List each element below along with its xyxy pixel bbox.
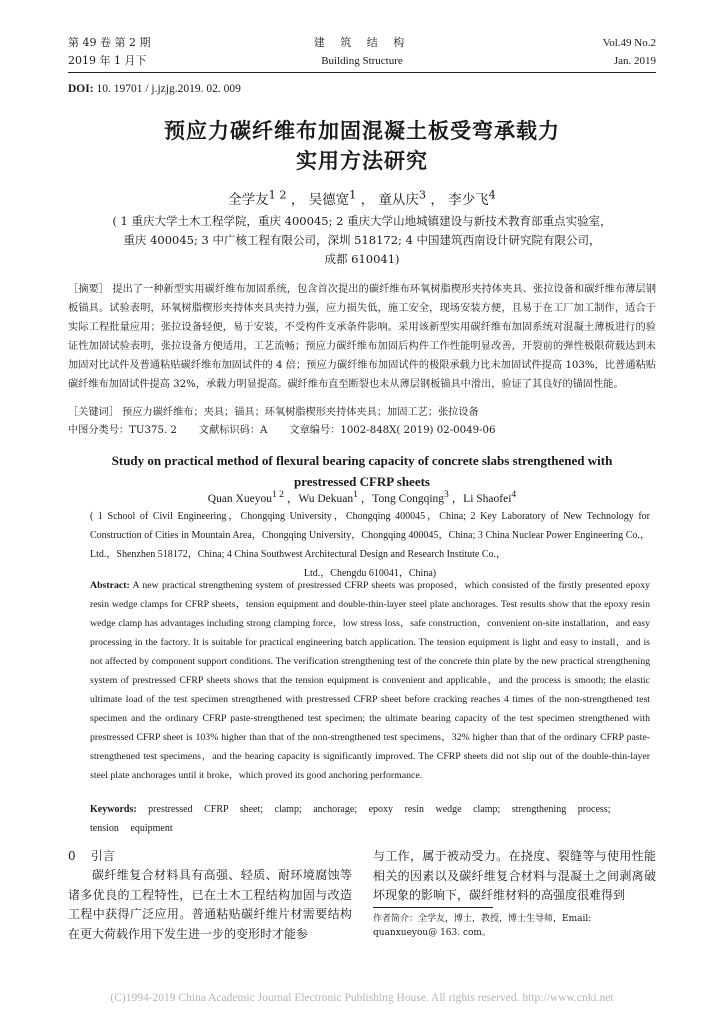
document-code: 文献标识码：A [198, 425, 268, 436]
section-heading-introduction [68, 847, 115, 864]
abstract-en-text: A new practical strengthening system of prestressed CFRP sheets was proposed，which consisted of the firstly presented epoxy resin wedge clamps for CFRP sheets，tension equipment and double-thin-layer steel plate anchorages. Test results show that the epoxy resin wedge clamp has advantages including strong clamping force，low stress loss，safe construction，convenient on-site installation，and easy processing in the factory. It is suitable for practical engineering batch application. The tension equipment is light and easy to install，and is not affected by component support conditions. The verification strengthening test of the concrete thin plate by the new practical strengthening system of prestressed CFRP sheets shows that the tension equipment is convenient and applicable，and the process is smooth; the elastic ultimate load of the test specimen strengthened with prestressed CFRP sheet before cracking reaches 4 times of the non-strengthened test specimen and the ordinary CFRP paste-strengthened test specimen; the ultimate bearing capacity of the test specimen strengthened with prestressed CFRP sheet is 103% higher than that of the non-strengthened test specimens，32% higher than that of the ordinary CFRP paste-strengthened test specimens，and the bearing capacity is significantly improved. The CFRP sheets did not slip out of the double-thin-layer steel plate anchorages until it broke，which proved its good anchoring performance. [90, 580, 650, 781]
body-text-left-column: 碳纤维复合材料具有高强、轻质、耐环境腐蚀等诸多优良的工程特性，已在土木工程结构加固与改造工程中获得广泛应用。普通粘贴碳纤维片材需要结构在更大荷载作用下发生进一步的变形时才能参 [68, 868, 352, 941]
authors-cn: 全学友$^{1 2}$ ， 吴德宽$^1$ ， 童从庆$^3$ ， 李少飞$^4$ [228, 188, 496, 208]
header-volume-en: Vol.49 No.2 [602, 37, 656, 49]
abstract-cn [68, 280, 656, 394]
header-volume-cn: 第 49 卷 第 2 期 [68, 36, 151, 49]
header-journal-en: Building Structure [321, 55, 403, 67]
header-date-cn: 2019 年 1 月下 [68, 54, 147, 67]
keywords-cn-text: 预应力碳纤维布；夹具；锚具；环氧树脂楔形夹持体夹具；加固工艺；张拉设备 [118, 407, 479, 418]
clc-number: 中图分类号：TU375. 2 [68, 425, 177, 436]
paper-title-cn: 预应力碳纤维布加固混凝土板受弯承载力 实用方法研究 [164, 118, 560, 173]
authors-en: Quan Xueyou$^{1 2}$ ，Wu Dekuan$^1$ ，Tong Congqing$^3$ ，Li Shaofei$^4$ [207, 489, 517, 505]
abstract-cn-label: ［摘要］ [68, 284, 110, 295]
copyright-footer: (C)1994-2019 China Academic Journal Electronic Publishing House. All rights reserved. http://www.cnki.net [110, 992, 614, 1004]
keywords-en-label: Keywords: [90, 804, 137, 815]
body-text-right-column: 与工作，属于被动受力。在挠度、裂缝等与使用性能相关的因素以及碳纤维复合材料与混凝土之间剥离破坏现象的影响下，碳纤维材料的高强度很难得到 [373, 849, 656, 902]
article-number: 文章编号：1002-848X( 2019) 02-0049-06 [289, 425, 496, 436]
abstract-en [90, 576, 650, 785]
doi-line [68, 83, 241, 95]
running-header [68, 34, 656, 74]
header-rule [68, 72, 656, 73]
section-number: 0 [68, 849, 76, 863]
doi-value: 10. 19701 / j.jzjg.2019. 02. 009 [93, 83, 241, 95]
author-footnote: 作者简介：全学友，博士，教授，博士生导师，Email: quanxueyou@ 163. com。 [373, 914, 592, 938]
paper-title-en: Study on practical method of flexural bearing capacity of concrete slabs strengthened with prestressed CFRP sheets [111, 453, 613, 489]
affiliations-en: ( 1 School of Civil Engineering，Chongqing University，Chongqing 400045，China; 2 Key Laboratory of New Technology for Construction of Cities in Mountain Area，Chongqing University，Chongqing 400045，China; 3 China Nuclear Power Engineering Co.，Ltd.，Shenzhen 518172，China; 4 China Southwest Architectural Design and Research Institute Co.， Ltd.，Chengdu 610041，China) [90, 511, 650, 579]
doi-label: DOI: [68, 83, 94, 95]
keywords-en [90, 800, 650, 838]
keywords-cn-label: ［关键词］ [68, 407, 119, 418]
section-title: 引言 [90, 849, 115, 863]
classification-cn [68, 421, 656, 440]
keywords-cn [68, 403, 656, 422]
header-journal-cn: 建 筑 结 构 [313, 36, 411, 49]
header-date-en: Jan. 2019 [613, 55, 656, 67]
abstract-en-label: Abstract: [90, 580, 130, 591]
footnote-rule [373, 907, 493, 908]
keywords-en-text: prestressed CFRP sheet; clamp; anchorage; epoxy resin wedge clamp; strengthening process; tension equipment [90, 804, 611, 834]
abstract-cn-text: 提出了一种新型实用碳纤维布加固系统，包含首次提出的碳纤维布环氧树脂楔形夹持体夹具、张拉设备和碳纤维布薄层钢板锚具。试验表明，环氧树脂楔形夹持体夹具夹持力强，应力损失低，施工安全，现场安装方便，且易于在工厂加工制作，适合于实际工程批量应用；张拉设备轻便，易于安装，不受构件支承条件影响。采用该新型实用碳纤维布加固系统对混凝土薄板进行的验证性加固试验表明，张拉设备方便适用，工艺流畅；预应力碳纤维布加固后构件工作性能明显改善，开裂前的弹性极限荷载达到未加固对比试件及普通粘贴碳纤维布加固试件的 4 倍；预应力碳纤维布加固试件的极限承载力比未加固试件提高 103%，比普通粘贴碳纤维布加固试件提高 32%，承载力明显提高。碳纤维布直至断裂也未从薄层钢板锚具中滑出，验证了其良好的锚固性能。 [68, 284, 657, 390]
affiliations-cn: ( 1 重庆大学土木工程学院，重庆 400045; 2 重庆大学山地城镇建设与新技术教育部重点实验室， 重庆 400045; 3 中广核工程有限公司，深圳 518172; 4 中国建筑西南设计研究院有限公司， 成都 610041) [112, 214, 612, 266]
